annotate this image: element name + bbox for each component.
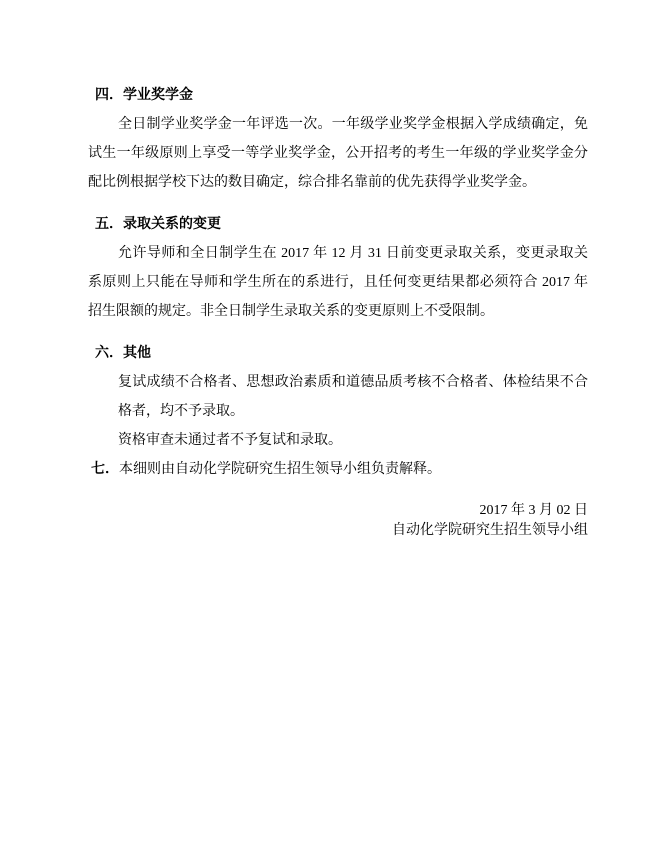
section-paragraph-5 [88, 239, 588, 326]
paragraph-line: 招生限额的规定。非全日制学生录取关系的变更原则上不受限制。 [88, 304, 494, 319]
paragraph-line: 资格审查未通过者不予复试和录取。 [118, 433, 342, 448]
paragraph-line: 允许导师和全日制学生在 2017 年 12 月 31 日前变更录取关系，变更录取关 [118, 246, 588, 261]
closing-clause [88, 455, 588, 484]
section-heading-5: 五．录取关系的变更 [95, 217, 221, 232]
section-paragraph-6 [88, 368, 588, 455]
closing-clause-text: 本细则由自动化学院研究生招生领导小组负责解释。 [119, 462, 441, 477]
signoff-organization: 自动化学院研究生招生领导小组 [392, 523, 588, 538]
section-heading-4: 四．学业奖学金 [95, 88, 193, 103]
closing-clause-number: 七． [91, 462, 119, 477]
signoff-date: 2017 年 3 月 02 日 [479, 503, 588, 518]
paragraph-line: 全日制学业奖学金一年评选一次。一年级学业奖学金根据入学成绩确定，免 [118, 117, 588, 132]
paragraph-line: 格者，均不予录取。 [118, 404, 244, 419]
signoff-block [88, 501, 588, 541]
paragraph-line: 试生一年级原则上享受一等学业奖学金，公开招考的考生一年级的学业奖学金分 [88, 146, 588, 161]
section-paragraph-4 [88, 110, 588, 197]
paragraph-line: 配比例根据学校下达的数目确定，综合排名靠前的优先获得学业奖学金。 [88, 175, 536, 190]
section-heading-6: 六．其他 [95, 346, 151, 361]
paragraph-line: 系原则上只能在导师和学生所在的系进行，且任何变更结果都必须符合 2017 年 [88, 275, 588, 290]
paragraph-line: 复试成绩不合格者、思想政治素质和道德品质考核不合格者、体检结果不合 [118, 375, 588, 390]
